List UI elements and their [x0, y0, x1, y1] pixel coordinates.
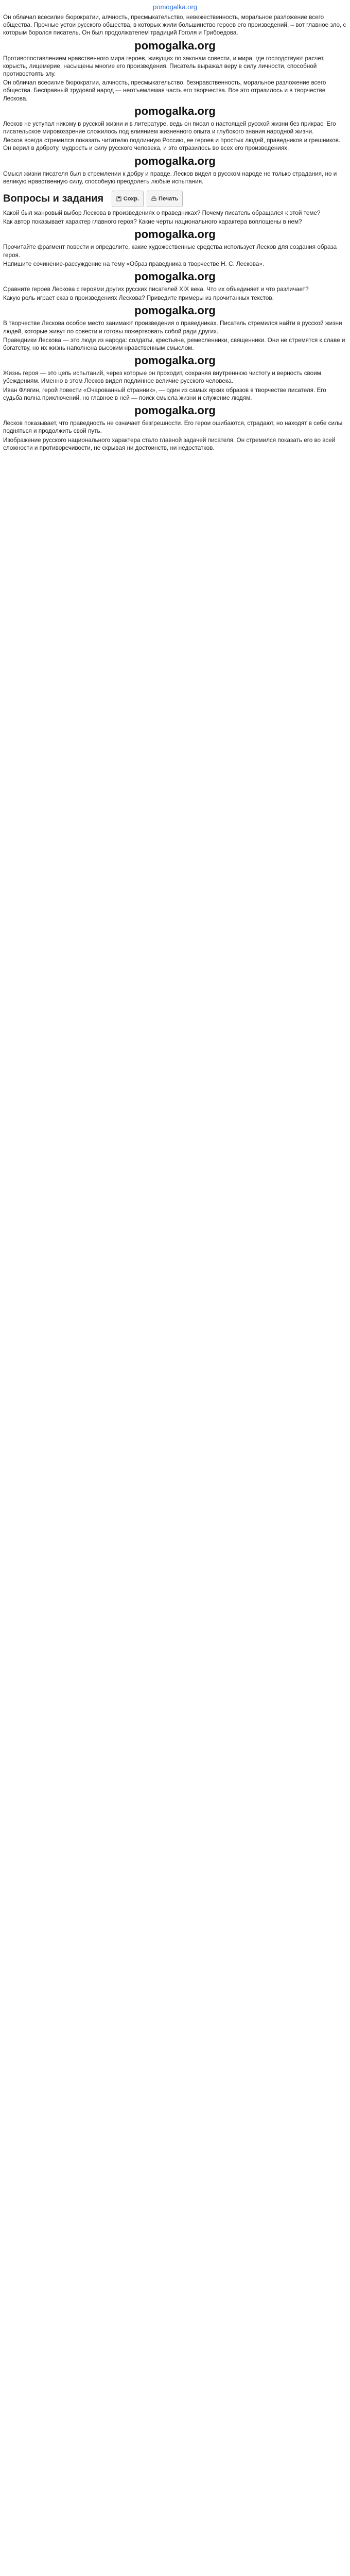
toolbar [112, 191, 183, 207]
paragraph: Он обличал всесилие бюрократии, алчность, пресмыкательство, безнравственность, моральное разложение всего общества. Бесправный трудовой народ — неотъемлемая часть его творчества. Все это отразилось и в творчестве Лескова. [3, 79, 326, 102]
exercise-item: Прочитайте фрагмент повести и определите, какие художественные средства использует Лесков для создания образа героя. [3, 244, 337, 259]
article [0, 13, 350, 452]
watermark: pomogalka.org [134, 304, 216, 317]
paragraph: Противопоставлением нравственного мира героев, живущих по законам совести, и мира, где господствуют расчет, корысть, лицемерие, насыщены многие его произведения. Писатель выражал веру в силу личности, способной противостоять злу. [3, 55, 325, 78]
paragraph: Смысл жизни писателя был в стремлении к добру и правде. Лесков видел в русском народе не только страдания, но и великую нравственную силу, способную преодолеть любые испытания. [3, 170, 337, 185]
section-title-text: Вопросы и задания [3, 193, 104, 205]
watermark: pomogalka.org [134, 228, 216, 241]
top-bar [0, 0, 350, 13]
exercise-item: Напишите сочинение-рассуждение на тему «Образ праведника в творчестве Н. С. Лескова». [3, 260, 265, 267]
watermark: pomogalka.org [134, 270, 216, 283]
exercise-item: Какую роль играет сказ в произведениях Лескова? Приведите примеры из прочитанных текстов. [3, 295, 274, 302]
watermark: pomogalka.org [134, 104, 216, 117]
exercise-item: Какой был жанровый выбор Лескова в произведениях о праведниках? Почему писатель обращался к этой теме? [3, 210, 321, 217]
paragraph: В творчестве Лескова особое место занимают произведения о праведниках. Писатель стремился найти в русской жизни людей, которые живут по совести и готовы пожертвовать собой ради других. [3, 320, 342, 335]
site-link[interactable]: pomogalka.org [153, 3, 197, 11]
paragraph: Изображение русского национального характера стало главной задачей писателя. Он стремился показать его во всей сложности и противоречивости, не скрывая ни достоинств, ни недостатков. [3, 436, 336, 451]
paragraph: Лесков показывает, что праведность не означает безгрешности. Его герои ошибаются, страдают, но находят в себе силы подняться и продолжить свой путь. [3, 420, 343, 435]
section-heading [3, 191, 347, 207]
watermark: pomogalka.org [134, 354, 216, 367]
watermark: pomogalka.org [134, 39, 216, 52]
print-label: Печать [159, 196, 179, 202]
watermark: pomogalka.org [134, 154, 216, 167]
print-icon [151, 196, 156, 201]
print-button[interactable] [147, 191, 183, 207]
paragraph: Жизнь героя — это цепь испытаний, через которые он проходит, сохраняя внутреннюю чистоту и верность своим убеждениям. Именно в этом Лесков видел подлинное величие русского человека. [3, 370, 321, 385]
paragraph: Он облачал всесилие бюрократии, алчность, пресмыкательство, невежественность, моральное разложение всего общества. Прочные устои русского общества, в которых жили большинство героев его произведений, – вот главное зло, с которым боролся писатель. Он был продолжателем традиций Гоголя и Грибоедова. [3, 14, 346, 37]
paragraph: Лесков не уступал никому в русской жизни и в литературе, ведь он писал о настоящей русской жизни без прикрас. Его писательское мировоззрение сложилось под влиянием жизненного опыта и глубокого знания народной жизни. [3, 120, 336, 135]
save-button[interactable] [112, 191, 144, 207]
watermark: pomogalka.org [134, 404, 216, 417]
paragraph: Иван Флягин, герой повести «Очарованный странник», — один из самых ярких образов в творчестве писателя. Его судьба полна приключений, но главное в ней — поиск смысла жизни и служение людям. [3, 386, 326, 401]
paragraph: Праведники Лескова — это люди из народа: солдаты, крестьяне, ремесленники, священники. Они не стремятся к славе и богатству, но их жизнь наполнена высоким нравственным смыслом. [3, 336, 345, 352]
save-label: Сохр. [123, 196, 139, 202]
paragraph: Лесков всегда стремился показать читателю подлинную Россию, ее героев и простых людей, праведников и грешников. Он верил в доброту, мудрость и силу русского человека, и это отразилось во всех его произведениях. [3, 137, 341, 152]
save-icon [116, 196, 121, 201]
exercise-item: Как автор показывает характер главного героя? Какие черты национального характера воплощены в нем? [3, 218, 302, 226]
exercise-item: Сравните героев Лескова с героями других русских писателей XIX века. Что их объединяет и что различает? [3, 286, 309, 293]
